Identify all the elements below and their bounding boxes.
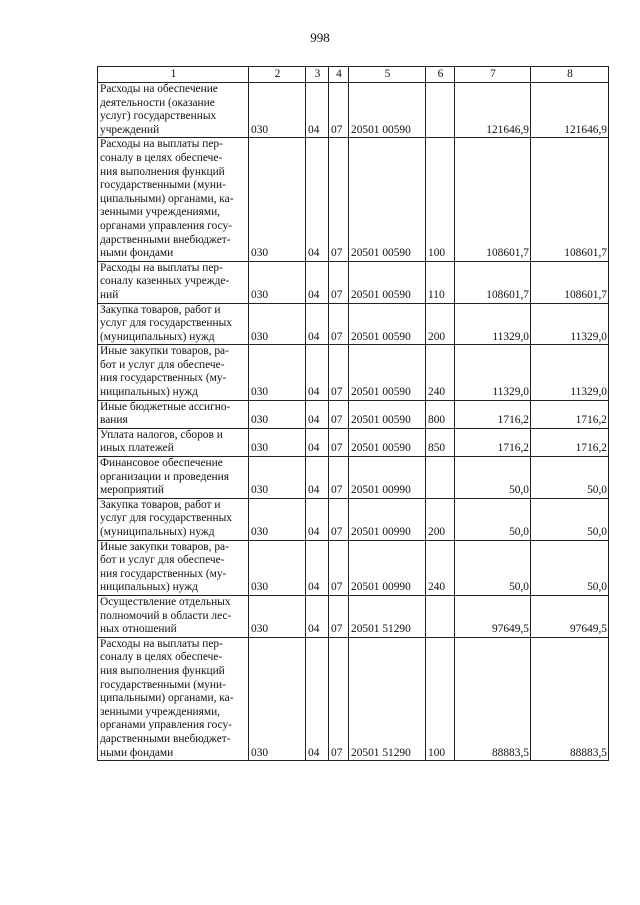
col-header-1: 1 bbox=[98, 67, 249, 83]
section-cell: 04 bbox=[306, 345, 329, 400]
row-name-cell bbox=[98, 345, 249, 400]
amount-cell: 50,0 bbox=[455, 457, 531, 499]
row-name-line: Закупка товаров, работ и bbox=[100, 303, 221, 316]
row-name-line: зенными учреждениями, bbox=[100, 206, 221, 219]
row-name-cell bbox=[98, 498, 249, 540]
row-name-line: Иные бюджетные ассигно- bbox=[100, 400, 231, 413]
row-name-line: Расходы на выплаты пер- bbox=[100, 261, 223, 274]
row-name-cell bbox=[98, 428, 249, 456]
section-cell: 04 bbox=[306, 303, 329, 345]
expense-type-cell: 110 bbox=[426, 261, 455, 303]
row-name-line: деятельности (оказание bbox=[100, 96, 215, 109]
subsection-cell: 07 bbox=[329, 428, 349, 456]
table-row bbox=[98, 303, 609, 345]
section-cell: 04 bbox=[306, 595, 329, 637]
row-name-line: зенными учреждениями, bbox=[100, 705, 221, 718]
target-article-cell: 20501 00990 bbox=[349, 540, 426, 595]
amount-cell: 108601,7 bbox=[455, 261, 531, 303]
row-name-line: соналу в целях обеспече- bbox=[100, 151, 223, 164]
admin-code-cell: 030 bbox=[249, 138, 306, 261]
row-name-line: услуг для государственных bbox=[100, 317, 232, 330]
row-name-line: бот и услуг для обеспече- bbox=[100, 554, 225, 567]
section-cell: 04 bbox=[306, 637, 329, 760]
amount-total-cell: 50,0 bbox=[531, 540, 609, 595]
row-name-line: иных платежей bbox=[100, 442, 174, 455]
target-article-cell: 20501 00990 bbox=[349, 457, 426, 499]
amount-cell: 88883,5 bbox=[455, 637, 531, 760]
amount-total-cell: 11329,0 bbox=[531, 345, 609, 400]
row-name-line: Финансовое обеспечение bbox=[100, 457, 223, 470]
table-row bbox=[98, 83, 609, 138]
row-name-line: ния выполнения функций bbox=[100, 165, 225, 178]
row-name-line: ципальными) органами, ка- bbox=[100, 692, 234, 705]
target-article-cell: 20501 51290 bbox=[349, 637, 426, 760]
row-name-line: Иные закупки товаров, ра- bbox=[100, 540, 229, 553]
expense-type-cell bbox=[426, 457, 455, 499]
subsection-cell: 07 bbox=[329, 595, 349, 637]
row-name-cell bbox=[98, 138, 249, 261]
row-name-line: (муниципальных) нужд bbox=[100, 330, 215, 343]
admin-code-cell: 030 bbox=[249, 498, 306, 540]
col-header-4: 4 bbox=[329, 67, 349, 83]
table-row bbox=[98, 138, 609, 261]
subsection-cell: 07 bbox=[329, 637, 349, 760]
amount-cell: 1716,2 bbox=[455, 400, 531, 428]
row-name-line: бот и услуг для обеспече- bbox=[100, 358, 225, 371]
col-header-3: 3 bbox=[306, 67, 329, 83]
row-name-line: ными фондами bbox=[100, 247, 174, 260]
row-name-line: ными фондами bbox=[100, 746, 174, 759]
row-name-line: ниципальных) нужд bbox=[100, 386, 198, 399]
row-name-cell bbox=[98, 303, 249, 345]
row-name-cell bbox=[98, 637, 249, 760]
row-name-line: (муниципальных) нужд bbox=[100, 526, 215, 538]
amount-total-cell: 121646,9 bbox=[531, 83, 609, 138]
table-row bbox=[98, 345, 609, 400]
row-name-line: ния государственных (му- bbox=[100, 567, 227, 580]
row-name-line: Расходы на выплаты пер- bbox=[100, 637, 223, 650]
amount-cell: 121646,9 bbox=[455, 83, 531, 138]
amount-total-cell: 108601,7 bbox=[531, 261, 609, 303]
subsection-cell: 07 bbox=[329, 138, 349, 261]
row-name-line: полномочий в области лес- bbox=[100, 609, 232, 622]
row-name-line: услуг для государственных bbox=[100, 512, 232, 525]
row-name-line: соналу казенных учрежде- bbox=[100, 275, 230, 288]
row-name-cell bbox=[98, 457, 249, 499]
row-name-line: ний bbox=[100, 288, 119, 301]
amount-cell: 50,0 bbox=[455, 540, 531, 595]
amount-cell: 108601,7 bbox=[455, 138, 531, 261]
target-article-cell: 20501 00590 bbox=[349, 428, 426, 456]
row-name-line: учреждений bbox=[100, 123, 160, 136]
subsection-cell: 07 bbox=[329, 540, 349, 595]
subsection-cell: 07 bbox=[329, 400, 349, 428]
col-header-7: 7 bbox=[455, 67, 531, 83]
col-header-6: 6 bbox=[426, 67, 455, 83]
expense-type-cell bbox=[426, 595, 455, 637]
section-cell: 04 bbox=[306, 138, 329, 261]
row-name-cell bbox=[98, 540, 249, 595]
admin-code-cell: 030 bbox=[249, 83, 306, 138]
admin-code-cell: 030 bbox=[249, 303, 306, 345]
amount-total-cell: 88883,5 bbox=[531, 637, 609, 760]
admin-code-cell: 030 bbox=[249, 345, 306, 400]
amount-total-cell: 50,0 bbox=[531, 457, 609, 499]
expense-type-cell: 800 bbox=[426, 400, 455, 428]
admin-code-cell: 030 bbox=[249, 595, 306, 637]
target-article-cell: 20501 00990 bbox=[349, 498, 426, 540]
admin-code-cell: 030 bbox=[249, 428, 306, 456]
row-name-line: ниципальных) нужд bbox=[100, 581, 198, 594]
row-name-line: Осуществление отдельных bbox=[100, 595, 231, 608]
expense-type-cell: 100 bbox=[426, 138, 455, 261]
amount-total-cell: 50,0 bbox=[531, 498, 609, 540]
table-row bbox=[98, 540, 609, 595]
row-name-cell bbox=[98, 400, 249, 428]
table-row bbox=[98, 595, 609, 637]
col-header-2: 2 bbox=[249, 67, 306, 83]
row-name-line: Уплата налогов, сборов и bbox=[100, 428, 223, 441]
target-article-cell: 20501 00590 bbox=[349, 138, 426, 261]
row-name-line: государственными (муни- bbox=[100, 678, 226, 691]
expense-type-cell: 200 bbox=[426, 498, 455, 540]
target-article-cell: 20501 00590 bbox=[349, 83, 426, 138]
amount-total-cell: 11329,0 bbox=[531, 303, 609, 345]
row-name-line: дарственными внебюджет- bbox=[100, 233, 231, 246]
table-body bbox=[98, 83, 609, 761]
amount-cell: 11329,0 bbox=[455, 303, 531, 345]
admin-code-cell: 030 bbox=[249, 261, 306, 303]
row-name-line: дарственными внебюджет- bbox=[100, 732, 231, 745]
amount-cell: 97649,5 bbox=[455, 595, 531, 637]
row-name-cell bbox=[98, 595, 249, 637]
amount-cell: 11329,0 bbox=[455, 345, 531, 400]
row-name-line: Иные закупки товаров, ра- bbox=[100, 345, 229, 358]
table-row bbox=[98, 457, 609, 499]
section-cell: 04 bbox=[306, 540, 329, 595]
table-row bbox=[98, 637, 609, 760]
row-name-line: ния выполнения функций bbox=[100, 664, 225, 677]
row-name-line: мероприятий bbox=[100, 484, 164, 497]
table-row bbox=[98, 428, 609, 456]
subsection-cell: 07 bbox=[329, 303, 349, 345]
header-row bbox=[98, 67, 609, 83]
row-name-line: соналу в целях обеспече- bbox=[100, 651, 223, 664]
row-name-line: услуг) государственных bbox=[100, 110, 217, 123]
row-name-cell bbox=[98, 261, 249, 303]
subsection-cell: 07 bbox=[329, 345, 349, 400]
target-article-cell: 20501 00590 bbox=[349, 345, 426, 400]
amount-total-cell: 108601,7 bbox=[531, 138, 609, 261]
expense-type-cell: 240 bbox=[426, 540, 455, 595]
row-name-line: ния государственных (му- bbox=[100, 372, 227, 385]
row-name-line: ных отношений bbox=[100, 623, 177, 636]
subsection-cell: 07 bbox=[329, 457, 349, 499]
expense-type-cell: 100 bbox=[426, 637, 455, 760]
row-name-line: организации и проведения bbox=[100, 470, 229, 483]
target-article-cell: 20501 00590 bbox=[349, 400, 426, 428]
table-row bbox=[98, 400, 609, 428]
page-number: 998 bbox=[310, 30, 330, 45]
section-cell: 04 bbox=[306, 83, 329, 138]
amount-cell: 1716,2 bbox=[455, 428, 531, 456]
expense-type-cell bbox=[426, 83, 455, 138]
amount-total-cell: 1716,2 bbox=[531, 400, 609, 428]
row-name-line: Закупка товаров, работ и bbox=[100, 498, 221, 511]
subsection-cell: 07 bbox=[329, 261, 349, 303]
amount-total-cell: 97649,5 bbox=[531, 595, 609, 637]
table-row bbox=[98, 498, 609, 540]
row-name-line: ципальными) органами, ка- bbox=[100, 192, 234, 205]
col-header-8: 8 bbox=[531, 67, 609, 83]
row-name-line: вания bbox=[100, 414, 128, 427]
expense-type-cell: 850 bbox=[426, 428, 455, 456]
admin-code-cell: 030 bbox=[249, 400, 306, 428]
row-name-line: государственными (муни- bbox=[100, 179, 226, 192]
expense-type-cell: 240 bbox=[426, 345, 455, 400]
section-cell: 04 bbox=[306, 457, 329, 499]
section-cell: 04 bbox=[306, 498, 329, 540]
table-row bbox=[98, 261, 609, 303]
target-article-cell: 20501 00590 bbox=[349, 303, 426, 345]
row-name-line: органами управления госу- bbox=[100, 719, 232, 732]
amount-cell: 50,0 bbox=[455, 498, 531, 540]
admin-code-cell: 030 bbox=[249, 540, 306, 595]
target-article-cell: 20501 00590 bbox=[349, 261, 426, 303]
subsection-cell: 07 bbox=[329, 498, 349, 540]
col-header-5: 5 bbox=[349, 67, 426, 83]
admin-code-cell: 030 bbox=[249, 637, 306, 760]
section-cell: 04 bbox=[306, 261, 329, 303]
admin-code-cell: 030 bbox=[249, 457, 306, 499]
subsection-cell: 07 bbox=[329, 83, 349, 138]
row-name-cell bbox=[98, 83, 249, 138]
row-name-line: Расходы на выплаты пер- bbox=[100, 138, 223, 151]
expense-type-cell: 200 bbox=[426, 303, 455, 345]
section-cell: 04 bbox=[306, 428, 329, 456]
amount-total-cell: 1716,2 bbox=[531, 428, 609, 456]
section-cell: 04 bbox=[306, 400, 329, 428]
row-name-line: Расходы на обеспечение bbox=[100, 83, 218, 95]
target-article-cell: 20501 51290 bbox=[349, 595, 426, 637]
budget-table bbox=[97, 66, 609, 761]
row-name-line: органами управления госу- bbox=[100, 219, 232, 232]
